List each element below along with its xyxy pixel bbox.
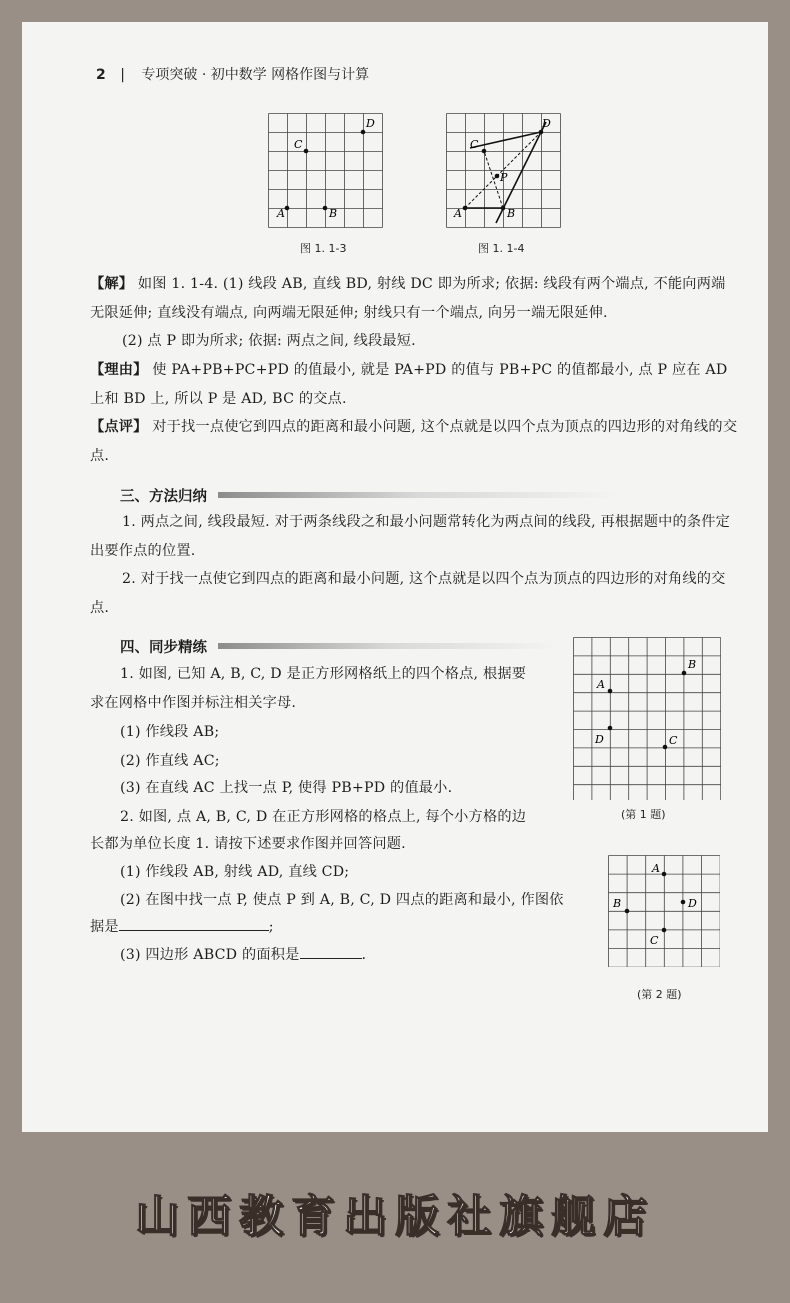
label-c: C — [669, 734, 678, 747]
point-p — [495, 174, 500, 179]
ray-dc — [470, 132, 541, 148]
point-a — [285, 206, 290, 211]
header-separator: | — [120, 67, 125, 83]
q2-basis-blank[interactable] — [119, 916, 269, 931]
series-title: 专项突破 · 初中数学 网格作图与计算 — [141, 67, 370, 83]
label-a: A — [652, 862, 660, 875]
figure-1-1-3-grid — [268, 113, 383, 228]
q2-basis-suffix: ; — [268, 919, 274, 935]
q2-part-a: (1) 作线段 AB, 射线 AD, 直线 CD; — [120, 864, 350, 880]
comment-text: 对于找一点使它到四点的距离和最小问题, 这个点就是以四个点为顶点的四边形的对角线的交点. — [90, 419, 738, 464]
point-c — [482, 149, 487, 154]
point-a — [608, 689, 613, 694]
point-c — [662, 928, 667, 933]
comment-paragraph — [90, 413, 738, 470]
point-d — [539, 130, 544, 135]
q2-part-b-answer — [90, 913, 274, 942]
label-a: A — [454, 207, 462, 220]
point-c — [304, 149, 309, 154]
label-c: C — [650, 934, 659, 947]
q1-line1: 1. 如图, 已知 A, B, C, D 是正方形网格纸上的四个格点, 根据要 — [120, 666, 527, 682]
point-b — [625, 909, 630, 914]
solution-part2: (2) 点 P 即为所求; 依据: 两点之间, 线段最短. — [122, 333, 416, 349]
q1-part-b: (2) 作直线 AC; — [120, 753, 220, 769]
q1-caption: (第 1 题) — [621, 808, 666, 821]
shop-name-banner: 山西教育出版社旗舰店 — [135, 1191, 655, 1242]
q2-basis-prefix: 据是 — [90, 919, 119, 935]
point-a — [662, 872, 667, 877]
label-d: D — [366, 117, 375, 130]
label-a: A — [597, 678, 605, 691]
label-b: B — [507, 207, 516, 220]
reason-paragraph — [90, 356, 738, 413]
label-d: D — [688, 897, 697, 910]
method-point-2: 2. 对于找一点使它到四点的距离和最小问题, 这个点就是以四个点为顶点的四边形的对角线的交点. — [90, 571, 726, 616]
point-d — [681, 900, 686, 905]
section-4-rule — [218, 643, 558, 649]
figure-1-1-4-caption: 图 1. 1-4 — [478, 242, 525, 255]
q2-part-b: (2) 在图中找一点 P, 使点 P 到 A, B, C, D 四点的距离和最小, 作图依 — [120, 892, 564, 908]
point-d — [608, 726, 613, 731]
q2-line2: 长都为单位长度 1. 请按下述要求作图并回答问题. — [90, 836, 406, 852]
q1-line2: 求在网格中作图并标注相关字母. — [90, 695, 297, 711]
q2-grid-figure — [608, 855, 720, 967]
label-d: D — [542, 117, 551, 130]
q1-grid-figure — [573, 637, 721, 800]
section-4-title: 四、同步精练 — [120, 640, 207, 656]
solution-tag: 【解】 — [90, 276, 134, 292]
figure-1-1-4-grid — [446, 113, 561, 228]
label-c: C — [470, 138, 479, 151]
q2-line1: 2. 如图, 点 A, B, C, D 在正方形网格的格点上, 每个小方格的边 — [120, 809, 527, 825]
point-b — [323, 206, 328, 211]
solution-text: 如图 1. 1-4. (1) 线段 AB, 直线 BD, 射线 DC 即为所求; 依据: 线段有两个端点, 不能向两端无限延伸; 直线没有端点, 向两端无限延伸; 射线只有一个端点, 向另一端无限延伸. — [90, 276, 726, 321]
label-b: B — [613, 897, 622, 910]
page-number: 2 — [96, 67, 106, 83]
point-b — [501, 206, 506, 211]
point-c — [663, 745, 668, 750]
reason-text: 使 PA+PB+PC+PD 的值最小, 就是 PA+PD 的值与 PB+PC 的值都最小, 点 P 应在 AD 上和 BD 上, 所以 P 是 AD, BC 的交点. — [90, 362, 728, 407]
q1-part-a: (1) 作线段 AB; — [120, 724, 220, 740]
point-a — [463, 206, 468, 211]
solution-paragraph — [90, 270, 738, 327]
point-b — [682, 671, 687, 676]
q1-part-c: (3) 在直线 AC 上找一点 P, 使得 PB+PD 的值最小. — [120, 780, 453, 796]
q2-area-blank[interactable] — [300, 944, 362, 959]
label-c: C — [294, 138, 303, 151]
label-d: D — [595, 733, 604, 746]
section-3-title: 三、方法归纳 — [120, 489, 207, 505]
method-point-1: 1. 两点之间, 线段最短. 对于两条线段之和最小问题常转化为两点间的线段, 再根据题中的条件定出要作点的位置. — [90, 514, 731, 559]
section-3-rule — [218, 492, 618, 498]
q2-area-suffix: . — [361, 947, 367, 963]
figure-1-1-3-caption: 图 1. 1-3 — [300, 242, 347, 255]
q2-part-c — [120, 941, 366, 970]
comment-tag: 【点评】 — [90, 419, 148, 435]
reason-tag: 【理由】 — [90, 362, 148, 378]
label-a: A — [277, 207, 285, 220]
point-d — [361, 130, 366, 135]
label-b: B — [688, 658, 697, 671]
q2-caption: (第 2 题) — [637, 988, 682, 1001]
label-b: B — [329, 207, 338, 220]
q2-area-prefix: (3) 四边形 ABCD 的面积是 — [120, 947, 300, 963]
page-header — [96, 64, 369, 84]
label-p: P — [500, 171, 508, 184]
